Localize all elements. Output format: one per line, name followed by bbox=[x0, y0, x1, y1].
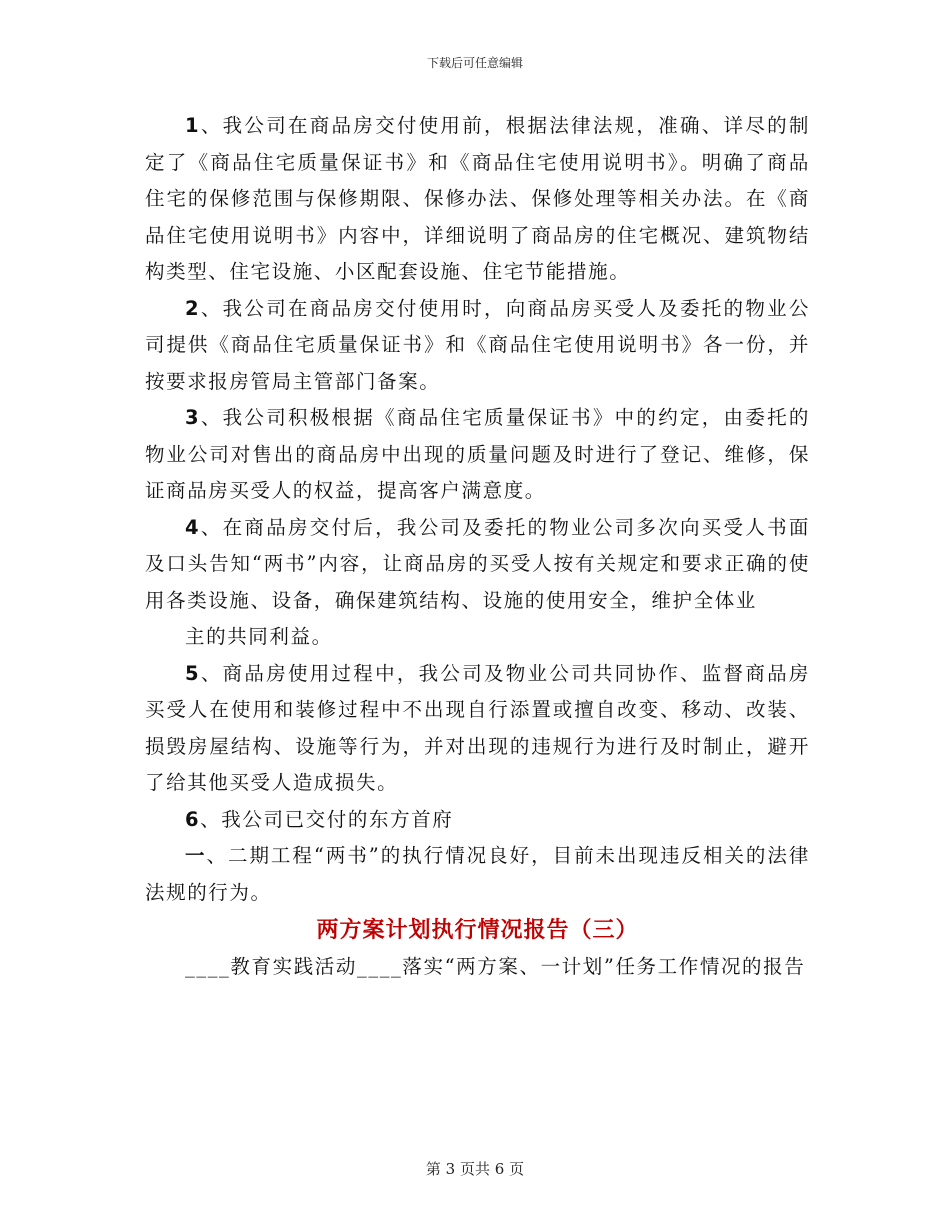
document-body bbox=[145, 108, 810, 986]
paragraph-text: 、我公司已交付的东方首府 bbox=[200, 807, 454, 831]
paragraph-7 bbox=[145, 838, 810, 911]
paragraph-text: 、二期工程“两书”的执行情况良好，目前未出现违反相关的法律法规的行为。 bbox=[145, 844, 810, 904]
paragraph-3 bbox=[145, 400, 810, 510]
paragraph-text: 、商品房使用过程中，我公司及物业公司共同协作、监督商品房买受人在使用和装修过程中不出现自行添置或擅自改变、移动、改装、损毁房屋结构、设施等行为，并对出现的违规行为进行及时制止，避开了给其他买受人造成损失。 bbox=[145, 661, 810, 794]
paragraph-text: 主的共同利益。 bbox=[185, 625, 333, 648]
paragraph-1 bbox=[145, 108, 810, 291]
paragraph-5 bbox=[145, 656, 810, 802]
paragraph-number: 6 bbox=[185, 807, 201, 831]
paragraph-text: 、我公司在商品房交付使用时，向商品房买受人及委托的物业公司提供《商品住宅质量保证书》和《商品住宅使用说明书》各一份，并按要求报房管局主管部门备案。 bbox=[145, 296, 810, 393]
page-header: 下载后可任意编辑 bbox=[426, 56, 523, 70]
paragraph-text: 、在商品房交付后，我公司及委托的物业公司多次向买受人书面及口头告知“两书”内容，让商品房的买受人按有关规定和要求正确的使用各类设施、设备，确保建筑结构、设施的使用安全，维护全体业 bbox=[145, 515, 810, 612]
paragraph-4-continued bbox=[145, 619, 810, 656]
paragraph-6 bbox=[145, 802, 810, 839]
paragraph-number: 1 bbox=[185, 114, 201, 137]
intro-paragraph: ____教育实践活动____落实“两方案、一计划”任务工作情况的报告 bbox=[185, 955, 806, 978]
paragraph-number: 3 bbox=[185, 406, 201, 429]
paragraph-2 bbox=[145, 291, 810, 401]
paragraph-text: 、我公司在商品房交付使用前，根据法律法规，准确、详尽的制定了《商品住宅质量保证书》和《商品住宅使用说明书》。明确了商品住宅的保修范围与保修期限、保修办法、保修处理等相关办法。在《商品住宅使用说明书》内容中，详细说明了商品房的住宅概况、建筑物结构类型、住宅设施、小区配套设施、住宅节能措施。 bbox=[145, 114, 810, 283]
page-footer: 第 3 页共 6 页 bbox=[425, 1160, 525, 1178]
section-title: 两方案计划执行情况报告（三） bbox=[316, 917, 639, 943]
paragraph-text: 、我公司积极根据《商品住宅质量保证书》中的约定，由委托的物业公司对售出的商品房中出现的质量问题及时进行了登记、维修，保证商品房买受人的权益，提高客户满意度。 bbox=[145, 406, 810, 502]
paragraph-4 bbox=[145, 510, 810, 620]
paragraph-number: 5 bbox=[185, 661, 201, 685]
paragraph-number: 4 bbox=[185, 515, 201, 539]
paragraph-number: 一 bbox=[185, 844, 207, 867]
paragraph-number: 2 bbox=[185, 296, 201, 320]
